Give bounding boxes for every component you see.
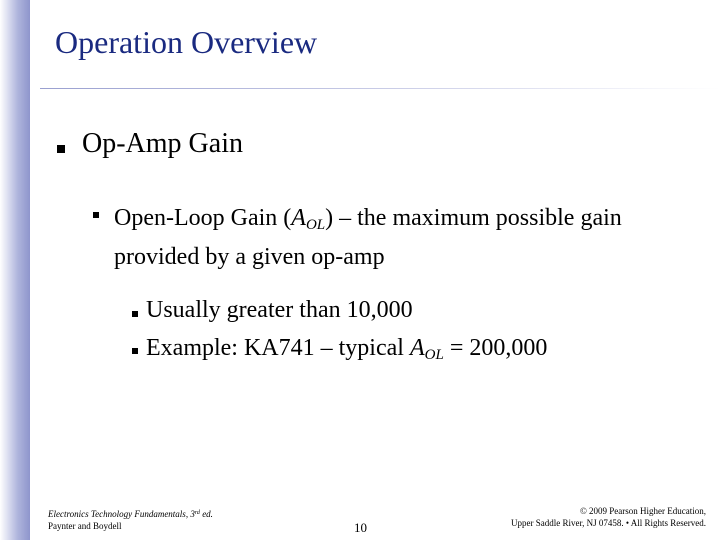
bullet-square-icon	[132, 348, 138, 354]
open-loop-text-after: ) – the maximum possible gain provided by a given op-amp	[114, 205, 622, 270]
sidebar-gradient	[0, 0, 30, 540]
bullet-square-icon	[57, 145, 65, 153]
page-number: 10	[354, 520, 367, 535]
footer-book-info	[48, 507, 213, 532]
example-text-before: Example: KA741 – typical	[146, 335, 410, 361]
open-loop-text-before: Open-Loop Gain (	[114, 205, 292, 231]
open-loop-var: A	[291, 205, 306, 231]
footer-edition-sup: rd	[194, 510, 200, 516]
slide-title: Operation Overview	[55, 24, 318, 60]
example-var: A	[409, 335, 425, 361]
open-loop-subscript: OL	[305, 217, 326, 233]
footer-authors: Paynter and Boydell	[48, 521, 122, 531]
bullet-op-amp-gain: Op-Amp Gain	[82, 128, 243, 159]
footer-copyright-line1: © 2009 Pearson Higher Education,	[579, 506, 706, 516]
bullet-square-icon	[132, 311, 138, 317]
title-divider	[40, 88, 720, 89]
bullet-example-ka741	[146, 335, 547, 364]
footer-copyright-line2: Upper Saddle River, NJ 07458. • All Rights Reserved.	[510, 518, 706, 528]
example-subscript: OL	[424, 347, 444, 363]
example-text-after: = 200,000	[443, 335, 548, 361]
bullet-open-loop-gain	[114, 202, 674, 273]
footer-book-title	[48, 507, 213, 520]
footer-edition-tail: ed.	[199, 509, 213, 519]
footer-book-title-text: Electronics Technology Fundamentals, 3	[48, 509, 195, 519]
footer-copyright	[511, 505, 706, 529]
bullet-square-icon	[93, 212, 99, 218]
bullet-usually-greater: Usually greater than 10,000	[146, 297, 413, 323]
